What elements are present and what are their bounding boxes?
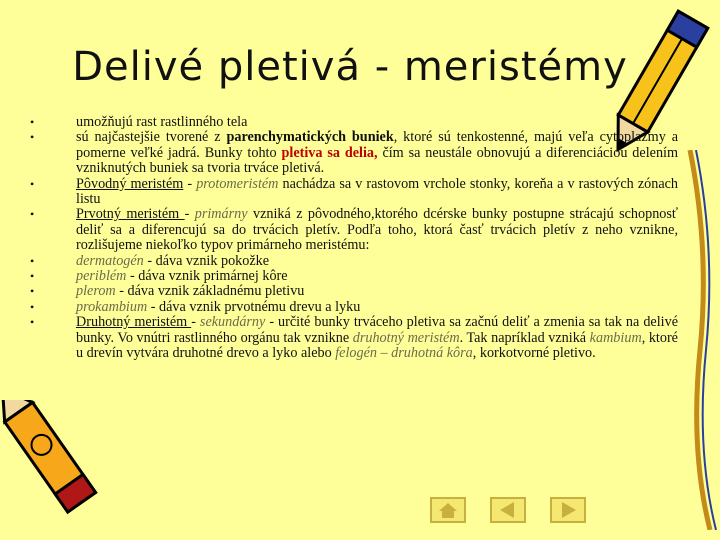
highlight-red: pletiva sa delia, [281, 144, 378, 161]
bullet-dot: • [30, 299, 35, 314]
text-segment: nachádza sa v rastovom vrchole stonky, koreňa a v rastových zónach listu [76, 175, 679, 208]
term-italic: prokambium [76, 298, 148, 315]
pencil-icon-bottom-left [0, 400, 115, 535]
text-segment: - dáva vznik základnému pletivu [115, 283, 305, 300]
list-item [30, 284, 678, 299]
term-underlined: Prvotný meristém [76, 206, 185, 223]
term-italic: sekundárny [199, 314, 266, 331]
list-item [30, 177, 678, 208]
text-segment: - [183, 175, 197, 192]
list-item [30, 130, 678, 176]
highlight-bold: parenchymatických buniek [226, 129, 394, 146]
term-italic: druhotný meristém [352, 329, 460, 346]
bullet-dot: • [30, 115, 35, 129]
bullet-text [76, 254, 678, 269]
bullet-dot: • [30, 207, 35, 222]
term-italic: plerom [76, 283, 116, 300]
bullet-dot: • [30, 130, 35, 145]
bullet-text: umožňujú rast rastlinného tela [76, 114, 248, 130]
list-item [30, 300, 678, 315]
bullet-text [76, 207, 678, 253]
nav-forward-button[interactable] [550, 497, 586, 523]
bullet-dot: • [30, 284, 35, 299]
text-segment: - dáva vznik prvotnému drevu a lyku [147, 298, 361, 315]
bullet-dot: • [30, 315, 35, 330]
list-item [30, 269, 678, 284]
text-segment: , korkotvorné pletivo. [472, 345, 596, 362]
bullet-text [76, 300, 678, 315]
bullet-text [76, 177, 678, 208]
list-item [30, 115, 678, 130]
text-segment: čím sa neustále obnovujú a diferenciáciou delením vzniknutých buniek sa tvoria trváce pletivá. [76, 144, 679, 177]
bullet-text [76, 130, 678, 176]
text-segment: . Tak napríklad vzniká [459, 329, 590, 346]
term-italic: protomeristém [196, 175, 279, 192]
slide-title: Delivé pletivá - meristémy [72, 44, 628, 90]
bullet-dot: • [30, 253, 35, 268]
bullet-text [76, 284, 678, 299]
text-segment: sú najčastejšie tvorené z [76, 129, 227, 146]
term-italic: felogén – druhotná kôra [335, 345, 473, 362]
term-underlined: Pôvodný meristém [76, 175, 184, 192]
text-segment: vzniká z pôvodného,ktorého dcérske bunky postupne strácajú schopnosť deliť sa a diferencujú sa do trvácich pletív. Podľa toho, ktorá časť trvácich pletív z neho vznikne, rozlišujeme niekoľko typov primárneho meristému: [76, 206, 678, 254]
bullet-dot: • [30, 269, 35, 284]
text-segment: , ktoré sú tenkostenné, majú veľa cytoplazmy a pomerne veľké jadrá. Bunky tohto [76, 129, 678, 161]
text-segment: - určité bunky trváceho pletiva sa začnú deliť a zmenia sa tak na delivé bunky. Vo vnútri rastlinného orgánu tak vznikne [76, 314, 678, 346]
text-segment: - [191, 314, 200, 331]
text-segment: - dáva vznik primárnej kôre [126, 268, 288, 285]
list-item [30, 315, 678, 361]
term-underlined: Druhotný meristém [76, 314, 192, 331]
bullet-dot: • [30, 176, 35, 191]
term-italic: periblém [76, 268, 127, 285]
list-item [30, 207, 678, 253]
term-italic: kambium [589, 329, 642, 346]
text-segment: , ktoré u drevín vytvára druhotné drevo a lyko alebo [76, 329, 678, 362]
bullet-list [30, 115, 678, 362]
term-italic: primárny [194, 206, 248, 223]
text-segment: - dáva vznik pokožke [143, 252, 270, 269]
term-italic: dermatogén [76, 252, 144, 269]
bullet-text [76, 269, 678, 284]
bullet-text [76, 315, 678, 361]
list-item [30, 254, 678, 269]
text-segment: - [184, 206, 195, 223]
nav-back-button[interactable] [490, 497, 526, 523]
nav-home-button[interactable] [430, 497, 466, 523]
